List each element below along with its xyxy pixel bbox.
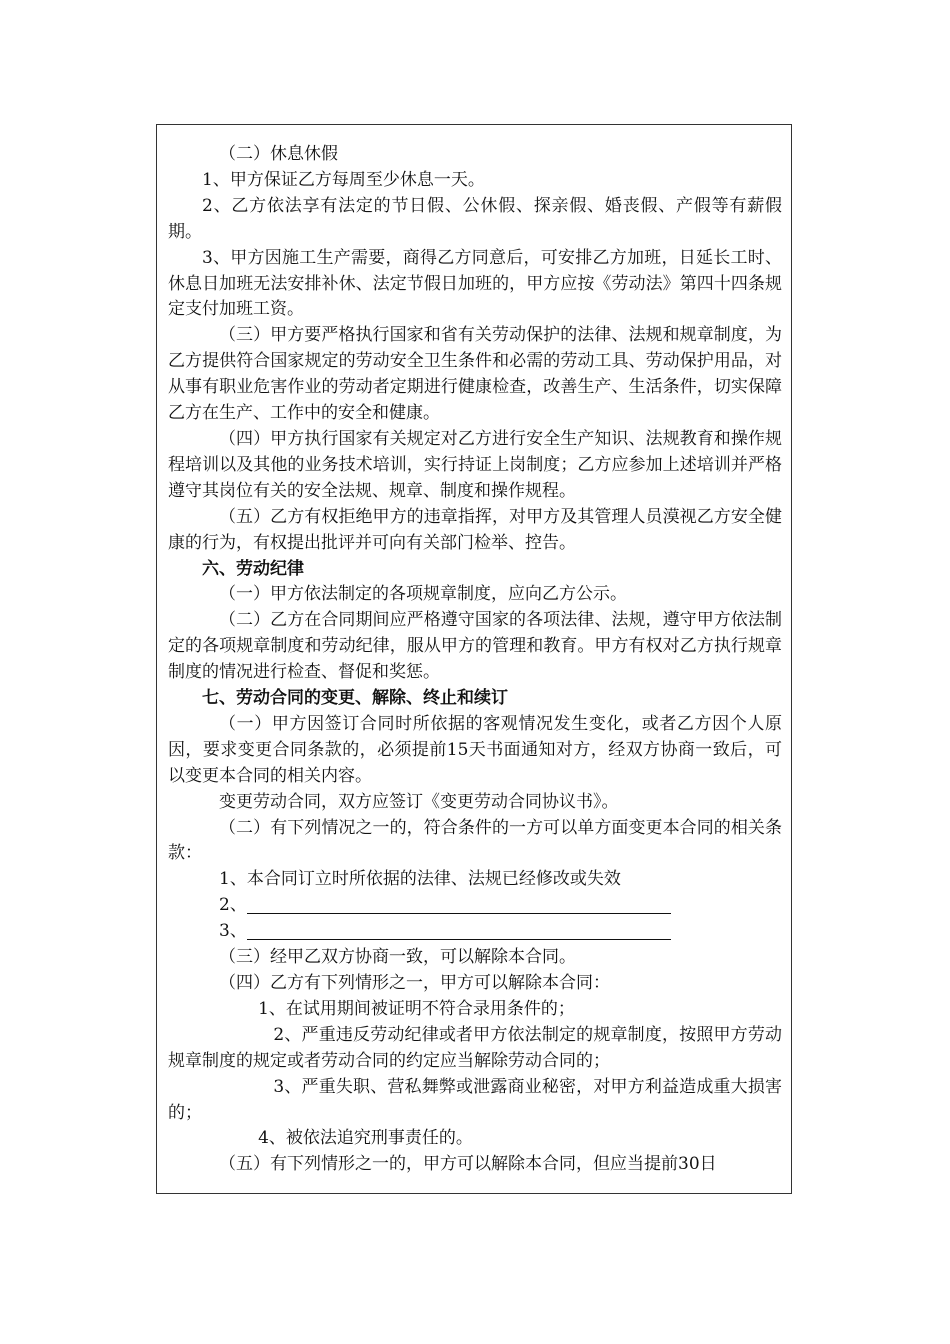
termination-clause-3: （三）经甲乙双方协商一致，可以解除本合同。 xyxy=(219,947,576,968)
section-rest-leave-title: （二）休息休假 xyxy=(219,144,338,164)
rest-clause-2: 2、乙方依法享有法定的节日假、公休假、探亲假、婚丧假、产假等有薪假期。 xyxy=(168,195,782,242)
termination-clause-4: （四）乙方有下列情形之一，甲方可以解除本合同： xyxy=(219,973,610,993)
section-6-heading: 六、劳动纪律 xyxy=(202,558,304,579)
change-condition-3-label: 3、 xyxy=(219,921,247,942)
document-frame xyxy=(156,124,792,1194)
blank-line-3 xyxy=(247,919,671,940)
contract-text xyxy=(168,142,782,1178)
rest-clause-3: 3、甲方因施工生产需要，商得乙方同意后，可安排乙方加班，日延长工时、休息日加班无法安排补休、法定节假日加班的，甲方应按《劳动法》第四十四条规定支付加班工资。 xyxy=(168,247,782,320)
termination-clause-5: （五）有下列情形之一的，甲方可以解除本合同，但应当提前30日 xyxy=(219,1154,717,1175)
termination-condition-4: 4、被依法追究刑事责任的。 xyxy=(258,1128,473,1149)
change-condition-2 xyxy=(168,893,782,919)
termination-condition-1: 1、在试用期间被证明不符合录用条件的； xyxy=(258,998,575,1019)
training-clause-4: （四）甲方执行国家有关规定对乙方进行安全生产知识、法规教育和操作规程培训以及其他的业务技术培训，实行持证上岗制度；乙方应参加上述培训并严格遵守其岗位有关的安全法规、规章、制度和操作规程。 xyxy=(168,428,782,501)
change-clause-2: （二）有下列情况之一的，符合条件的一方可以单方面变更本合同的相关条款： xyxy=(168,817,782,864)
change-condition-3 xyxy=(168,919,782,945)
change-clause-1: （一）甲方因签订合同时所依据的客观情况发生变化，或者乙方因个人原因，要求变更合同条款的，必须提前15天书面通知对方，经双方协商一致后，可以变更本合同的相关内容。 xyxy=(168,713,782,786)
termination-condition-3: 3、严重失职、营私舞弊或泄露商业秘密，对甲方利益造成重大损害的； xyxy=(168,1076,782,1123)
termination-condition-2: 2、严重违反劳动纪律或者甲方依法制定的规章制度，按照甲方劳动规章制度的规定或者劳动合同的约定应当解除劳动合同的； xyxy=(168,1024,782,1071)
section-7-heading: 七、劳动合同的变更、解除、终止和续订 xyxy=(202,688,508,709)
change-agreement-note: 变更劳动合同，双方应签订《变更劳动合同协议书》。 xyxy=(219,791,619,812)
discipline-clause-2: （二）乙方在合同期间应严格遵守国家的各项法律、法规，遵守甲方依法制定的各项规章制度和劳动纪律，服从甲方的管理和教育。甲方有权对乙方执行规章制度的情况进行检查、督促和奖惩。 xyxy=(168,610,782,683)
blank-line-2 xyxy=(247,893,671,914)
change-condition-1: 1、本合同订立时所依据的法律、法规已经修改或失效 xyxy=(219,869,621,890)
change-condition-2-label: 2、 xyxy=(219,895,247,916)
discipline-clause-1: （一）甲方依法制定的各项规章制度，应向乙方公示。 xyxy=(219,584,627,605)
protection-clause-3: （三）甲方要严格执行国家和省有关劳动保护的法律、法规和规章制度，为乙方提供符合国家规定的劳动安全卫生条件和必需的劳动工具、劳动保护用品，对从事有职业危害作业的劳动者定期进行健康检查，改善生产、生活条件，切实保障乙方在生产、工作中的安全和健康。 xyxy=(168,325,782,424)
rest-clause-1: 1、甲方保证乙方每周至少休息一天。 xyxy=(202,169,485,190)
refusal-clause-5: （五）乙方有权拒绝甲方的违章指挥，对甲方及其管理人员漠视乙方安全健康的行为，有权提出批评并可向有关部门检举、控告。 xyxy=(168,506,782,553)
